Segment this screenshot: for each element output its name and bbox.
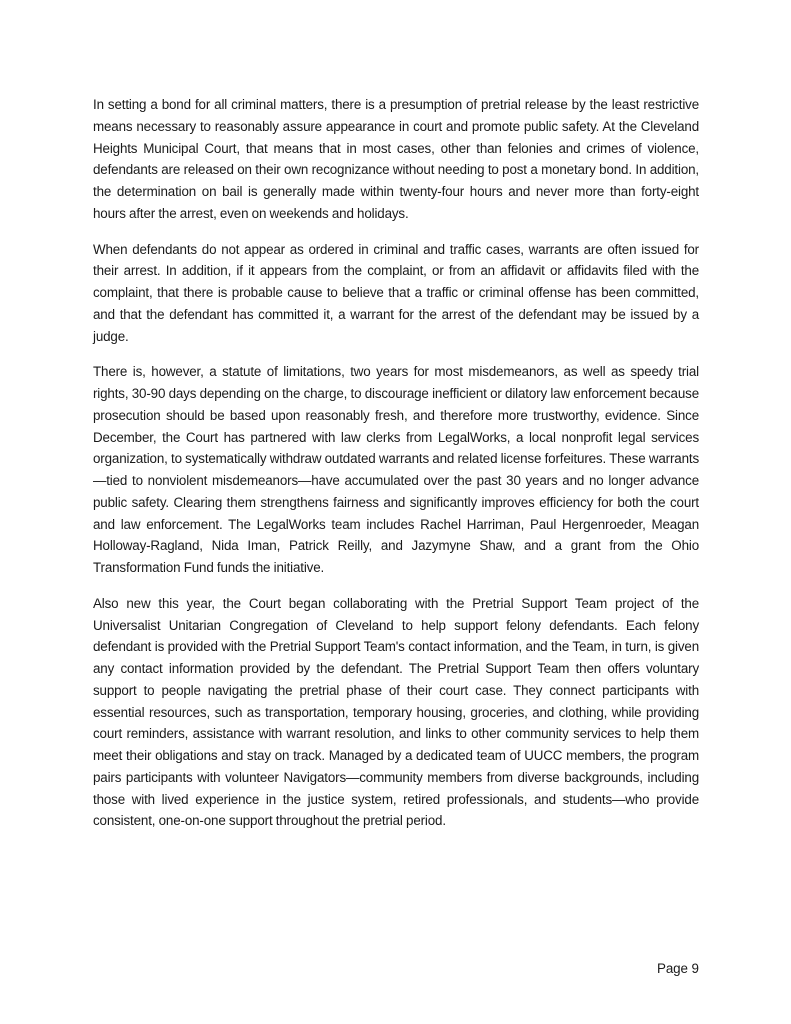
- paragraph-warrants-issued: When defendants do not appear as ordered in criminal and traffic cases, warrants are often issued for their arrest. In addition, if it appears from the complaint, or from an affidavit or affidavits filed with the complaint, that there is probable cause to believe that a traffic or criminal offense has been committed, and that the defendant has committed it, a warrant for the arrest of the defendant may be issued by a judge.: [93, 241, 699, 344]
- paragraph-statute-of-limitations: There is, however, a statute of limitations, two years for most misdemeanors, as well as speedy trial rights, 30-90 days depending on the charge, to discourage inefficient or dilatory law enforcement because prosecution should be based upon reasonably fresh, and therefore more trustworthy, evidence. Since December, the Court has partnered with law clerks from LegalWorks, a local nonprofit legal services organization, to systematically withdraw outdated warrants and related license forfeitures. These warrants—tied to nonviolent misdemeanors—have accumulated over the past 30 years and no longer advance public safety. Clearing them strengthens fairness and significantly improves efficiency for both the court and law enforcement. The LegalWorks team includes Rachel Harriman, Paul Hergenroeder, Meagan Holloway-Ragland, Nida Iman, Patrick Reilly, and Jazymyne Shaw, and a grant from the Ohio Transformation Fund funds the initiative.: [93, 364, 699, 575]
- paragraph-pretrial-support-team: Also new this year, the Court began collaborating with the Pretrial Support Team project of the Universalist Unitarian Congregation of Cleveland to help support felony defendants. Each felony defendant is provided with the Pretrial Support Team's contact information, and the Team, in turn, is given any contact information provided by the defendant. The Pretrial Support Team then offers voluntary support to people navigating the pretrial phase of their court case. They connect participants with essential resources, such as transportation, temporary housing, groceries, and clothing, while providing court reminders, assistance with warrant resolution, and links to other community services to help them meet their obligations and stay on track. Managed by a dedicated team of UUCC members, the program pairs participants with volunteer Navigators—community members from diverse backgrounds, including those with lived experience in the justice system, retired professionals, and students—who provide consistent, one-on-one support throughout the pretrial period.: [93, 595, 699, 829]
- page-number: Page 9: [657, 961, 699, 976]
- paragraph-bond-presumption: In setting a bond for all criminal matters, there is a presumption of pretrial release by the least restrictive means necessary to reasonably assure appearance in court and promote public safety. At the Cleveland Heights Municipal Court, that means that in most cases, other than felonies and crimes of violence, defendants are released on their own recognizance without needing to post a monetary bond. In addition, the determination on bail is generally made within twenty-four hours and never more than forty-eight hours after the arrest, even on weekends and holidays.: [93, 97, 699, 221]
- body-text: [93, 94, 699, 846]
